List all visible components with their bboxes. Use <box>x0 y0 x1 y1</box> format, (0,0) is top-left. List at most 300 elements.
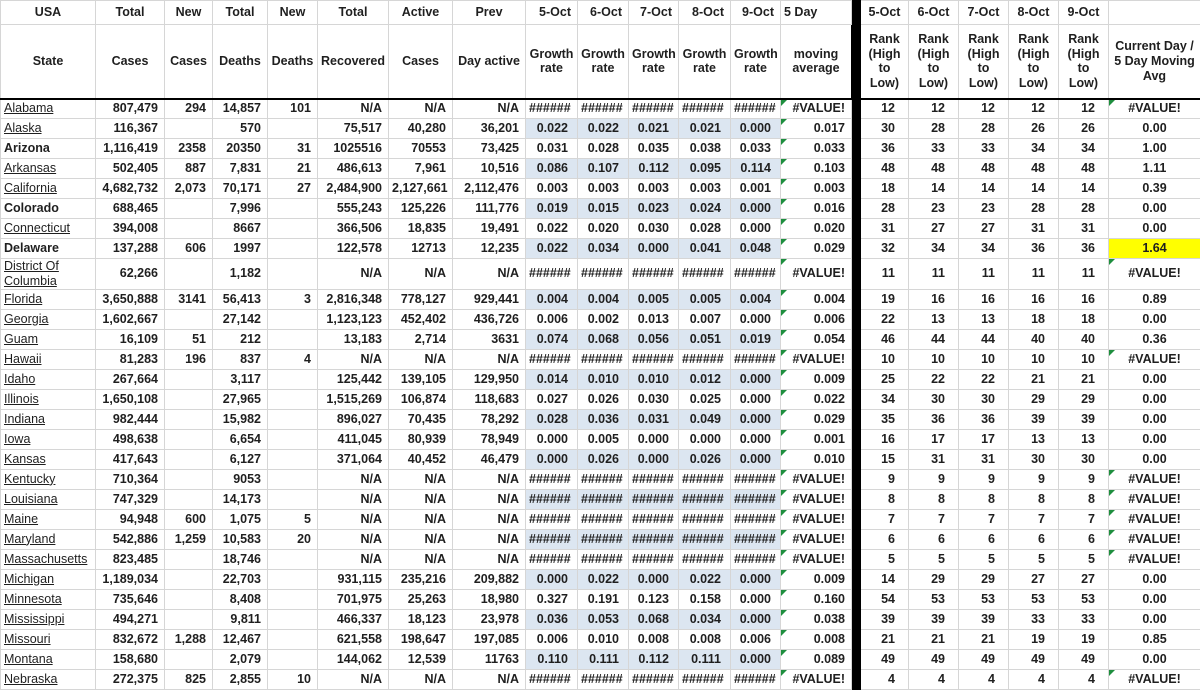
cell-rank-9-oct[interactable]: 27 <box>1059 569 1109 589</box>
cell-rank-7-oct[interactable]: 33 <box>959 139 1009 159</box>
cell-rank-7-oct[interactable]: 9 <box>959 469 1009 489</box>
cell-rank-5-oct[interactable]: 18 <box>861 179 909 199</box>
cell-rank-9-oct[interactable]: 39 <box>1059 409 1109 429</box>
cell-rank-6-oct[interactable]: 12 <box>909 99 959 119</box>
cell-growth-9-oct[interactable]: 0.048 <box>731 239 781 259</box>
cell-rank-8-oct[interactable]: 16 <box>1009 289 1059 309</box>
cell-growth-6-oct[interactable]: 0.005 <box>578 429 629 449</box>
cell-prev-active[interactable]: 46,479 <box>453 449 526 469</box>
cell-rank-6-oct[interactable]: 48 <box>909 159 959 179</box>
cell-rank-5-oct[interactable]: 39 <box>861 609 909 629</box>
cell-state[interactable]: Florida <box>1 289 96 309</box>
cell-prev-active[interactable]: 11763 <box>453 649 526 669</box>
cell-rank-8-oct[interactable]: 31 <box>1009 219 1059 239</box>
cell-new-cases[interactable] <box>165 569 213 589</box>
cell-growth-5-oct[interactable]: 0.027 <box>526 389 578 409</box>
cell-prev-active[interactable]: 2,112,476 <box>453 179 526 199</box>
cell-rank-5-oct[interactable]: 14 <box>861 569 909 589</box>
cell-growth-7-oct[interactable]: 0.123 <box>629 589 679 609</box>
cell-rank-5-oct[interactable]: 54 <box>861 589 909 609</box>
cell-rank-7-oct[interactable]: 31 <box>959 449 1009 469</box>
cell-growth-6-oct[interactable]: ###### <box>578 259 629 290</box>
cell-rank-9-oct[interactable]: 33 <box>1059 609 1109 629</box>
cell-active[interactable]: 40,280 <box>389 119 453 139</box>
cell-growth-7-oct[interactable]: 0.021 <box>629 119 679 139</box>
cell-growth-6-oct[interactable]: ###### <box>578 469 629 489</box>
cell-active[interactable]: 198,647 <box>389 629 453 649</box>
cell-active[interactable]: N/A <box>389 259 453 290</box>
cell-rank-6-oct[interactable]: 53 <box>909 589 959 609</box>
cell-rank-8-oct[interactable]: 27 <box>1009 569 1059 589</box>
cell-growth-7-oct[interactable]: 0.000 <box>629 429 679 449</box>
cell-cases[interactable]: 494,271 <box>96 609 165 629</box>
cell-new-cases[interactable]: 294 <box>165 99 213 119</box>
cell-rank-9-oct[interactable]: 34 <box>1059 139 1109 159</box>
cell-rank-7-oct[interactable]: 39 <box>959 609 1009 629</box>
cell-state[interactable]: Kentucky <box>1 469 96 489</box>
cell-prev-active[interactable]: 129,950 <box>453 369 526 389</box>
cell-rank-6-oct[interactable]: 5 <box>909 549 959 569</box>
cell-5day-moving-average[interactable]: #VALUE! <box>781 529 852 549</box>
cell-growth-8-oct[interactable]: 0.041 <box>679 239 731 259</box>
cell-prev-active[interactable]: N/A <box>453 549 526 569</box>
cell-state[interactable]: Louisiana <box>1 489 96 509</box>
cell-growth-8-oct[interactable]: 0.022 <box>679 569 731 589</box>
cell-growth-9-oct[interactable]: 0.004 <box>731 289 781 309</box>
cell-rank-6-oct[interactable]: 16 <box>909 289 959 309</box>
cell-new-deaths[interactable]: 3 <box>268 289 318 309</box>
cell-growth-6-oct[interactable]: 0.053 <box>578 609 629 629</box>
column-header[interactable]: Current Day / 5 Day Moving Avg <box>1109 25 1200 99</box>
cell-prev-active[interactable]: 209,882 <box>453 569 526 589</box>
cell-state[interactable]: Illinois <box>1 389 96 409</box>
cell-rank-9-oct[interactable]: 31 <box>1059 219 1109 239</box>
cell-rank-8-oct[interactable]: 29 <box>1009 389 1059 409</box>
cell-prev-active[interactable]: 3631 <box>453 329 526 349</box>
cell-active[interactable]: 235,216 <box>389 569 453 589</box>
cell-new-deaths[interactable] <box>268 389 318 409</box>
column-header[interactable]: New <box>165 1 213 25</box>
cell-active[interactable]: N/A <box>389 489 453 509</box>
cell-growth-5-oct[interactable]: 0.086 <box>526 159 578 179</box>
cell-growth-6-oct[interactable]: 0.020 <box>578 219 629 239</box>
column-header[interactable]: Total <box>213 1 268 25</box>
cell-growth-5-oct[interactable]: ###### <box>526 99 578 119</box>
cell-rank-8-oct[interactable]: 49 <box>1009 649 1059 669</box>
cell-growth-9-oct[interactable]: 0.000 <box>731 429 781 449</box>
cell-growth-9-oct[interactable]: 0.000 <box>731 449 781 469</box>
cell-rank-6-oct[interactable]: 14 <box>909 179 959 199</box>
cell-growth-6-oct[interactable]: 0.004 <box>578 289 629 309</box>
cell-5day-moving-average[interactable]: 0.022 <box>781 389 852 409</box>
column-header[interactable]: State <box>1 25 96 99</box>
cell-rank-6-oct[interactable]: 28 <box>909 119 959 139</box>
cell-rank-6-oct[interactable]: 4 <box>909 669 959 689</box>
cell-state[interactable]: Missouri <box>1 629 96 649</box>
cell-growth-5-oct[interactable]: 0.000 <box>526 449 578 469</box>
cell-growth-5-oct[interactable]: 0.036 <box>526 609 578 629</box>
cell-prev-active[interactable]: 23,978 <box>453 609 526 629</box>
cell-active[interactable]: 125,226 <box>389 199 453 219</box>
cell-growth-6-oct[interactable]: ###### <box>578 509 629 529</box>
cell-growth-5-oct[interactable]: 0.327 <box>526 589 578 609</box>
column-header[interactable]: 5 Day <box>781 1 852 25</box>
cell-recovered[interactable]: 144,062 <box>318 649 389 669</box>
cell-deaths[interactable]: 7,831 <box>213 159 268 179</box>
cell-rank-9-oct[interactable]: 12 <box>1059 99 1109 119</box>
column-header[interactable]: Total <box>96 1 165 25</box>
cell-cases[interactable]: 688,465 <box>96 199 165 219</box>
cell-rank-7-oct[interactable]: 17 <box>959 429 1009 449</box>
cell-new-deaths[interactable] <box>268 449 318 469</box>
cell-growth-5-oct[interactable]: 0.022 <box>526 219 578 239</box>
cell-prev-active[interactable]: N/A <box>453 259 526 290</box>
cell-growth-7-oct[interactable]: ###### <box>629 529 679 549</box>
cell-rank-7-oct[interactable]: 21 <box>959 629 1009 649</box>
cell-prev-active[interactable]: 19,491 <box>453 219 526 239</box>
cell-prev-active[interactable]: N/A <box>453 349 526 369</box>
cell-rank-8-oct[interactable]: 28 <box>1009 199 1059 219</box>
cell-growth-5-oct[interactable]: 0.000 <box>526 429 578 449</box>
cell-state[interactable]: Arkansas <box>1 159 96 179</box>
cell-current-vs-moving-avg[interactable]: 0.89 <box>1109 289 1200 309</box>
cell-new-cases[interactable] <box>165 649 213 669</box>
cell-state[interactable]: Maine <box>1 509 96 529</box>
cell-prev-active[interactable]: 10,516 <box>453 159 526 179</box>
cell-growth-9-oct[interactable]: 0.000 <box>731 649 781 669</box>
cell-rank-8-oct[interactable]: 53 <box>1009 589 1059 609</box>
cell-rank-8-oct[interactable]: 19 <box>1009 629 1059 649</box>
cell-growth-7-oct[interactable]: 0.035 <box>629 139 679 159</box>
cell-rank-5-oct[interactable]: 9 <box>861 469 909 489</box>
cell-cases[interactable]: 16,109 <box>96 329 165 349</box>
cell-rank-9-oct[interactable]: 18 <box>1059 309 1109 329</box>
cell-recovered[interactable]: 13,183 <box>318 329 389 349</box>
cell-new-deaths[interactable]: 21 <box>268 159 318 179</box>
cell-growth-9-oct[interactable]: ###### <box>731 549 781 569</box>
cell-growth-8-oct[interactable]: 0.034 <box>679 609 731 629</box>
cell-new-cases[interactable] <box>165 119 213 139</box>
cell-growth-7-oct[interactable]: 0.068 <box>629 609 679 629</box>
cell-rank-8-oct[interactable]: 4 <box>1009 669 1059 689</box>
cell-rank-8-oct[interactable]: 8 <box>1009 489 1059 509</box>
cell-state[interactable]: Michigan <box>1 569 96 589</box>
cell-rank-5-oct[interactable]: 30 <box>861 119 909 139</box>
cell-recovered[interactable]: 896,027 <box>318 409 389 429</box>
cell-growth-7-oct[interactable]: 0.112 <box>629 159 679 179</box>
cell-growth-5-oct[interactable]: ###### <box>526 489 578 509</box>
cell-growth-6-oct[interactable]: 0.022 <box>578 119 629 139</box>
cell-current-vs-moving-avg[interactable]: 0.85 <box>1109 629 1200 649</box>
cell-recovered[interactable]: N/A <box>318 669 389 689</box>
column-header[interactable]: 7-Oct <box>629 1 679 25</box>
cell-recovered[interactable]: N/A <box>318 99 389 119</box>
cell-5day-moving-average[interactable]: 0.003 <box>781 179 852 199</box>
cell-growth-9-oct[interactable]: ###### <box>731 99 781 119</box>
cell-5day-moving-average[interactable]: 0.054 <box>781 329 852 349</box>
column-header[interactable]: Rank (High to Low) <box>861 25 909 99</box>
cell-recovered[interactable]: 75,517 <box>318 119 389 139</box>
cell-state[interactable]: Guam <box>1 329 96 349</box>
cell-growth-8-oct[interactable]: 0.012 <box>679 369 731 389</box>
cell-growth-6-oct[interactable]: ###### <box>578 529 629 549</box>
cell-recovered[interactable]: 411,045 <box>318 429 389 449</box>
cell-rank-7-oct[interactable]: 14 <box>959 179 1009 199</box>
cell-growth-7-oct[interactable]: 0.010 <box>629 369 679 389</box>
cell-new-deaths[interactable]: 101 <box>268 99 318 119</box>
cell-growth-9-oct[interactable]: ###### <box>731 529 781 549</box>
cell-rank-7-oct[interactable]: 11 <box>959 259 1009 290</box>
cell-rank-9-oct[interactable]: 49 <box>1059 649 1109 669</box>
cell-recovered[interactable]: 122,578 <box>318 239 389 259</box>
cell-recovered[interactable]: 2,484,900 <box>318 179 389 199</box>
cell-rank-5-oct[interactable]: 10 <box>861 349 909 369</box>
cell-new-deaths[interactable] <box>268 549 318 569</box>
cell-growth-6-oct[interactable]: 0.010 <box>578 629 629 649</box>
cell-rank-9-oct[interactable]: 21 <box>1059 369 1109 389</box>
cell-rank-8-oct[interactable]: 14 <box>1009 179 1059 199</box>
cell-growth-9-oct[interactable]: ###### <box>731 469 781 489</box>
cell-rank-5-oct[interactable]: 11 <box>861 259 909 290</box>
cell-deaths[interactable]: 22,703 <box>213 569 268 589</box>
cell-rank-7-oct[interactable]: 44 <box>959 329 1009 349</box>
cell-current-vs-moving-avg[interactable]: 1.00 <box>1109 139 1200 159</box>
column-header[interactable]: Rank (High to Low) <box>1059 25 1109 99</box>
cell-deaths[interactable]: 12,467 <box>213 629 268 649</box>
cell-growth-6-oct[interactable]: 0.034 <box>578 239 629 259</box>
cell-deaths[interactable]: 14,173 <box>213 489 268 509</box>
cell-rank-9-oct[interactable]: 29 <box>1059 389 1109 409</box>
cell-recovered[interactable]: 1,515,269 <box>318 389 389 409</box>
cell-growth-7-oct[interactable]: 0.030 <box>629 389 679 409</box>
cell-rank-8-oct[interactable]: 5 <box>1009 549 1059 569</box>
cell-growth-5-oct[interactable]: 0.028 <box>526 409 578 429</box>
cell-rank-8-oct[interactable]: 10 <box>1009 349 1059 369</box>
cell-new-cases[interactable]: 600 <box>165 509 213 529</box>
cell-deaths[interactable]: 27,965 <box>213 389 268 409</box>
cell-cases[interactable]: 267,664 <box>96 369 165 389</box>
cell-growth-7-oct[interactable]: 0.013 <box>629 309 679 329</box>
cell-cases[interactable]: 807,479 <box>96 99 165 119</box>
cell-deaths[interactable]: 837 <box>213 349 268 369</box>
cell-new-deaths[interactable] <box>268 219 318 239</box>
cell-new-deaths[interactable] <box>268 309 318 329</box>
column-header[interactable]: Rank (High to Low) <box>909 25 959 99</box>
cell-rank-9-oct[interactable]: 7 <box>1059 509 1109 529</box>
cell-new-deaths[interactable] <box>268 259 318 290</box>
cell-deaths[interactable]: 14,857 <box>213 99 268 119</box>
cell-growth-8-oct[interactable]: 0.025 <box>679 389 731 409</box>
cell-rank-7-oct[interactable]: 6 <box>959 529 1009 549</box>
cell-growth-9-oct[interactable]: 0.114 <box>731 159 781 179</box>
cell-new-cases[interactable]: 1,259 <box>165 529 213 549</box>
cell-5day-moving-average[interactable]: 0.029 <box>781 239 852 259</box>
cell-new-cases[interactable] <box>165 489 213 509</box>
cell-new-deaths[interactable] <box>268 629 318 649</box>
cell-new-deaths[interactable]: 27 <box>268 179 318 199</box>
cell-growth-5-oct[interactable]: 0.006 <box>526 309 578 329</box>
cell-cases[interactable]: 417,643 <box>96 449 165 469</box>
cell-growth-6-oct[interactable]: 0.010 <box>578 369 629 389</box>
cell-state[interactable]: Maryland <box>1 529 96 549</box>
cell-new-deaths[interactable] <box>268 239 318 259</box>
cell-recovered[interactable]: 931,115 <box>318 569 389 589</box>
cell-active[interactable]: 18,835 <box>389 219 453 239</box>
cell-growth-7-oct[interactable]: 0.023 <box>629 199 679 219</box>
cell-active[interactable]: 40,452 <box>389 449 453 469</box>
cell-active[interactable]: 70,435 <box>389 409 453 429</box>
cell-cases[interactable]: 272,375 <box>96 669 165 689</box>
cell-cases[interactable]: 137,288 <box>96 239 165 259</box>
cell-5day-moving-average[interactable]: 0.004 <box>781 289 852 309</box>
cell-5day-moving-average[interactable]: #VALUE! <box>781 549 852 569</box>
cell-deaths[interactable]: 18,746 <box>213 549 268 569</box>
cell-rank-9-oct[interactable]: 16 <box>1059 289 1109 309</box>
column-header[interactable]: Deaths <box>213 25 268 99</box>
column-header[interactable]: Rank (High to Low) <box>1009 25 1059 99</box>
cell-cases[interactable]: 94,948 <box>96 509 165 529</box>
cell-new-cases[interactable]: 196 <box>165 349 213 369</box>
cell-5day-moving-average[interactable]: 0.160 <box>781 589 852 609</box>
cell-growth-8-oct[interactable]: ###### <box>679 669 731 689</box>
cell-current-vs-moving-avg[interactable]: 0.00 <box>1109 649 1200 669</box>
cell-growth-7-oct[interactable]: 0.003 <box>629 179 679 199</box>
cell-rank-8-oct[interactable]: 48 <box>1009 159 1059 179</box>
cell-deaths[interactable]: 1,182 <box>213 259 268 290</box>
cell-prev-active[interactable]: N/A <box>453 99 526 119</box>
cell-rank-8-oct[interactable]: 7 <box>1009 509 1059 529</box>
cell-5day-moving-average[interactable]: #VALUE! <box>781 669 852 689</box>
cell-rank-7-oct[interactable]: 8 <box>959 489 1009 509</box>
cell-deaths[interactable]: 3,117 <box>213 369 268 389</box>
cell-5day-moving-average[interactable]: 0.008 <box>781 629 852 649</box>
cell-rank-6-oct[interactable]: 17 <box>909 429 959 449</box>
cell-new-deaths[interactable]: 20 <box>268 529 318 549</box>
cell-rank-5-oct[interactable]: 15 <box>861 449 909 469</box>
cell-recovered[interactable]: 366,506 <box>318 219 389 239</box>
cell-rank-6-oct[interactable]: 33 <box>909 139 959 159</box>
cell-growth-6-oct[interactable]: 0.022 <box>578 569 629 589</box>
cell-state[interactable]: Montana <box>1 649 96 669</box>
cell-cases[interactable]: 394,008 <box>96 219 165 239</box>
cell-5day-moving-average[interactable]: 0.017 <box>781 119 852 139</box>
cell-deaths[interactable]: 2,079 <box>213 649 268 669</box>
column-header[interactable]: USA <box>1 1 96 25</box>
cell-rank-7-oct[interactable]: 16 <box>959 289 1009 309</box>
cell-rank-9-oct[interactable]: 48 <box>1059 159 1109 179</box>
cell-new-cases[interactable] <box>165 369 213 389</box>
cell-prev-active[interactable]: N/A <box>453 509 526 529</box>
cell-growth-7-oct[interactable]: ###### <box>629 259 679 290</box>
cell-rank-6-oct[interactable]: 34 <box>909 239 959 259</box>
cell-growth-7-oct[interactable]: ###### <box>629 669 679 689</box>
cell-rank-8-oct[interactable]: 36 <box>1009 239 1059 259</box>
cell-cases[interactable]: 4,682,732 <box>96 179 165 199</box>
cell-rank-7-oct[interactable]: 27 <box>959 219 1009 239</box>
cell-growth-6-oct[interactable]: ###### <box>578 99 629 119</box>
cell-growth-8-oct[interactable]: ###### <box>679 349 731 369</box>
cell-growth-7-oct[interactable]: 0.008 <box>629 629 679 649</box>
cell-rank-7-oct[interactable]: 7 <box>959 509 1009 529</box>
cell-5day-moving-average[interactable]: #VALUE! <box>781 99 852 119</box>
cell-active[interactable]: 778,127 <box>389 289 453 309</box>
cell-growth-9-oct[interactable]: 0.000 <box>731 609 781 629</box>
cell-cases[interactable]: 710,364 <box>96 469 165 489</box>
cell-prev-active[interactable]: 929,441 <box>453 289 526 309</box>
cell-deaths[interactable]: 9053 <box>213 469 268 489</box>
cell-deaths[interactable]: 10,583 <box>213 529 268 549</box>
cell-new-cases[interactable] <box>165 389 213 409</box>
cell-cases[interactable]: 542,886 <box>96 529 165 549</box>
cell-current-vs-moving-avg[interactable]: 1.64 <box>1109 239 1200 259</box>
cell-growth-6-oct[interactable]: 0.026 <box>578 449 629 469</box>
cell-growth-6-oct[interactable]: 0.068 <box>578 329 629 349</box>
cell-active[interactable]: N/A <box>389 99 453 119</box>
cell-current-vs-moving-avg[interactable]: 0.00 <box>1109 569 1200 589</box>
cell-growth-9-oct[interactable]: 0.019 <box>731 329 781 349</box>
column-header[interactable]: Growth rate <box>629 25 679 99</box>
cell-growth-7-oct[interactable]: 0.056 <box>629 329 679 349</box>
cell-rank-5-oct[interactable]: 32 <box>861 239 909 259</box>
cell-5day-moving-average[interactable]: 0.089 <box>781 649 852 669</box>
cell-growth-8-oct[interactable]: 0.158 <box>679 589 731 609</box>
cell-recovered[interactable]: 486,613 <box>318 159 389 179</box>
cell-recovered[interactable]: N/A <box>318 349 389 369</box>
cell-prev-active[interactable]: 436,726 <box>453 309 526 329</box>
cell-5day-moving-average[interactable]: #VALUE! <box>781 509 852 529</box>
cell-state[interactable]: Massachusetts <box>1 549 96 569</box>
cell-growth-7-oct[interactable]: 0.030 <box>629 219 679 239</box>
cell-current-vs-moving-avg[interactable]: 1.11 <box>1109 159 1200 179</box>
cell-growth-7-oct[interactable]: 0.000 <box>629 449 679 469</box>
cell-recovered[interactable]: N/A <box>318 489 389 509</box>
cell-growth-6-oct[interactable]: 0.015 <box>578 199 629 219</box>
cell-growth-5-oct[interactable]: ###### <box>526 349 578 369</box>
cell-rank-8-oct[interactable]: 11 <box>1009 259 1059 290</box>
cell-state[interactable]: Nebraska <box>1 669 96 689</box>
cell-rank-8-oct[interactable]: 39 <box>1009 409 1059 429</box>
cell-growth-5-oct[interactable]: 0.110 <box>526 649 578 669</box>
cell-rank-9-oct[interactable]: 28 <box>1059 199 1109 219</box>
cell-state[interactable]: Arizona <box>1 139 96 159</box>
cell-5day-moving-average[interactable]: 0.020 <box>781 219 852 239</box>
cell-rank-9-oct[interactable]: 40 <box>1059 329 1109 349</box>
cell-deaths[interactable]: 2,855 <box>213 669 268 689</box>
cell-deaths[interactable]: 20350 <box>213 139 268 159</box>
cell-5day-moving-average[interactable]: 0.009 <box>781 369 852 389</box>
cell-rank-7-oct[interactable]: 48 <box>959 159 1009 179</box>
cell-growth-9-oct[interactable]: ###### <box>731 489 781 509</box>
cell-5day-moving-average[interactable]: #VALUE! <box>781 259 852 290</box>
column-header[interactable]: 9-Oct <box>731 1 781 25</box>
cell-state[interactable]: California <box>1 179 96 199</box>
cell-growth-9-oct[interactable]: ###### <box>731 259 781 290</box>
cell-growth-6-oct[interactable]: ###### <box>578 669 629 689</box>
cell-5day-moving-average[interactable]: 0.016 <box>781 199 852 219</box>
cell-rank-5-oct[interactable]: 12 <box>861 99 909 119</box>
cell-recovered[interactable]: N/A <box>318 529 389 549</box>
cell-growth-5-oct[interactable]: ###### <box>526 509 578 529</box>
cell-rank-7-oct[interactable]: 5 <box>959 549 1009 569</box>
cell-rank-6-oct[interactable]: 6 <box>909 529 959 549</box>
cell-rank-5-oct[interactable]: 25 <box>861 369 909 389</box>
cell-rank-9-oct[interactable]: 8 <box>1059 489 1109 509</box>
cell-growth-6-oct[interactable]: 0.111 <box>578 649 629 669</box>
cell-rank-5-oct[interactable]: 34 <box>861 389 909 409</box>
cell-5day-moving-average[interactable]: 0.038 <box>781 609 852 629</box>
cell-new-deaths[interactable] <box>268 649 318 669</box>
cell-prev-active[interactable]: N/A <box>453 469 526 489</box>
